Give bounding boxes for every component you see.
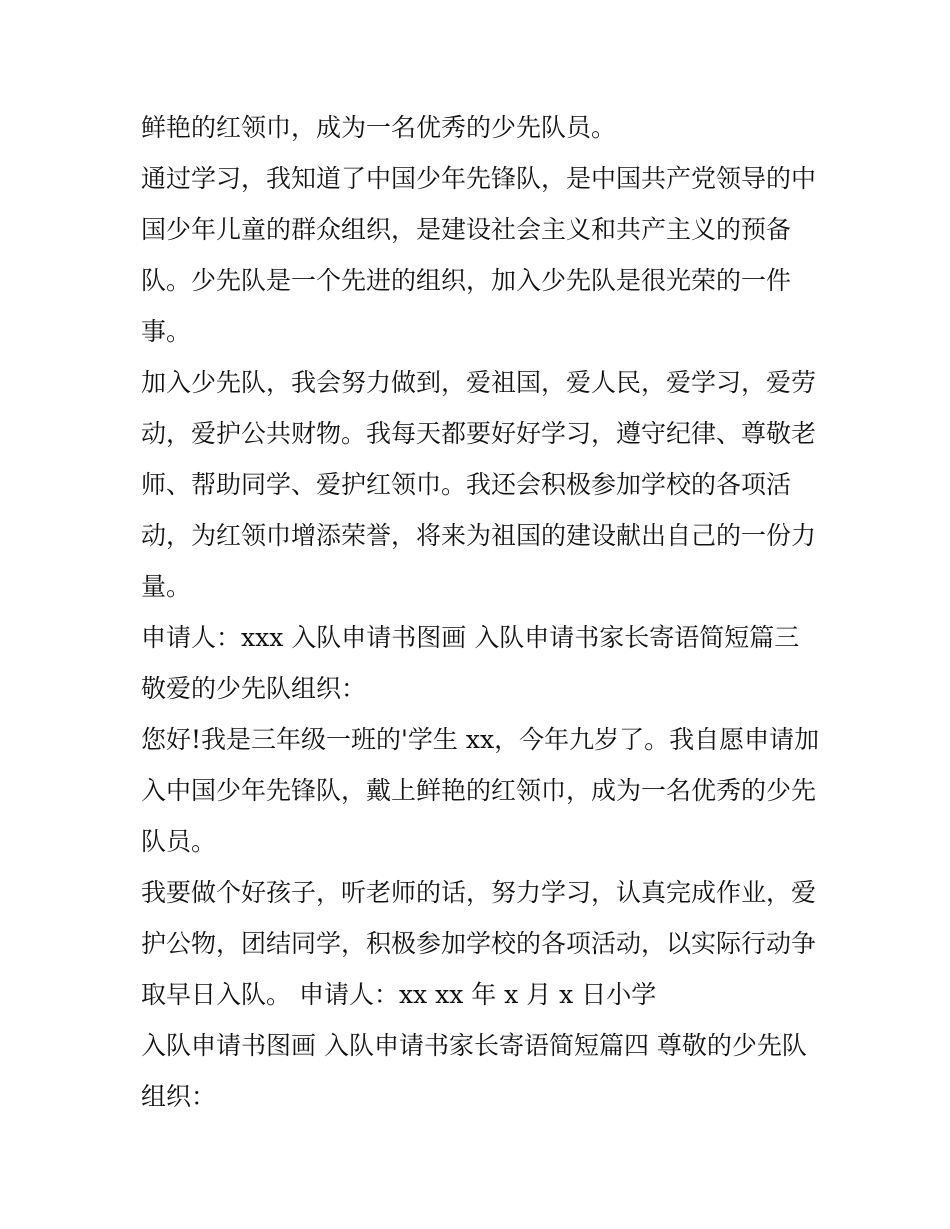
text-line: 国少年儿童的群众组织，是建设社会主义和共产主义的预备	[141, 215, 792, 244]
text-line: 动，爱护公共财物。我每天都要好好学习，遵守纪律、尊敬老	[141, 419, 817, 448]
text-line: 量。	[141, 572, 192, 601]
text-line: 我要做个好孩子，听老师的话，努力学习，认真完成作业，爱	[141, 878, 817, 907]
text-line: 加入少先队，我会努力做到，爱祖国，爱人民，爱学习，爱劳	[141, 368, 817, 397]
text-line: 动，为红领巾增添荣誉，将来为祖国的建设献出自己的一份力	[141, 521, 817, 550]
text-line: 敬爱的少先队组织：	[141, 674, 367, 703]
text-line: 队员。	[141, 827, 217, 856]
text-line: 入中国少年先锋队，戴上鲜艳的红领巾，成为一名优秀的少先	[141, 776, 817, 805]
text-line: 申请人：xxx 入队申请书图画 入队申请书家长寄语简短篇三	[141, 623, 800, 652]
text-line: 通过学习，我知道了中国少年先锋队，是中国共产党领导的中	[141, 164, 817, 193]
text-line: 您好!我是三年级一班的'学生 xx，今年九岁了。我自愿申请加	[141, 725, 820, 754]
text-line: 队。少先队是一个先进的组织，加入少先队是很光荣的一件	[141, 266, 792, 295]
text-line: 组织：	[141, 1082, 217, 1111]
text-line: 师、帮助同学、爱护红领巾。我还会积极参加学校的各项活	[141, 470, 792, 499]
text-line: 入队申请书图画 入队申请书家长寄语简短篇四 尊敬的少先队	[141, 1031, 807, 1060]
text-line: 护公物，团结同学，积极参加学校的各项活动，以实际行动争	[141, 929, 817, 958]
text-line: 鲜艳的红领巾，成为一名优秀的少先队员。	[141, 113, 617, 142]
text-line: 事。	[141, 317, 192, 346]
text-line: 取早日入队。 申请人：xx xx 年 x 月 x 日小学	[141, 980, 657, 1009]
